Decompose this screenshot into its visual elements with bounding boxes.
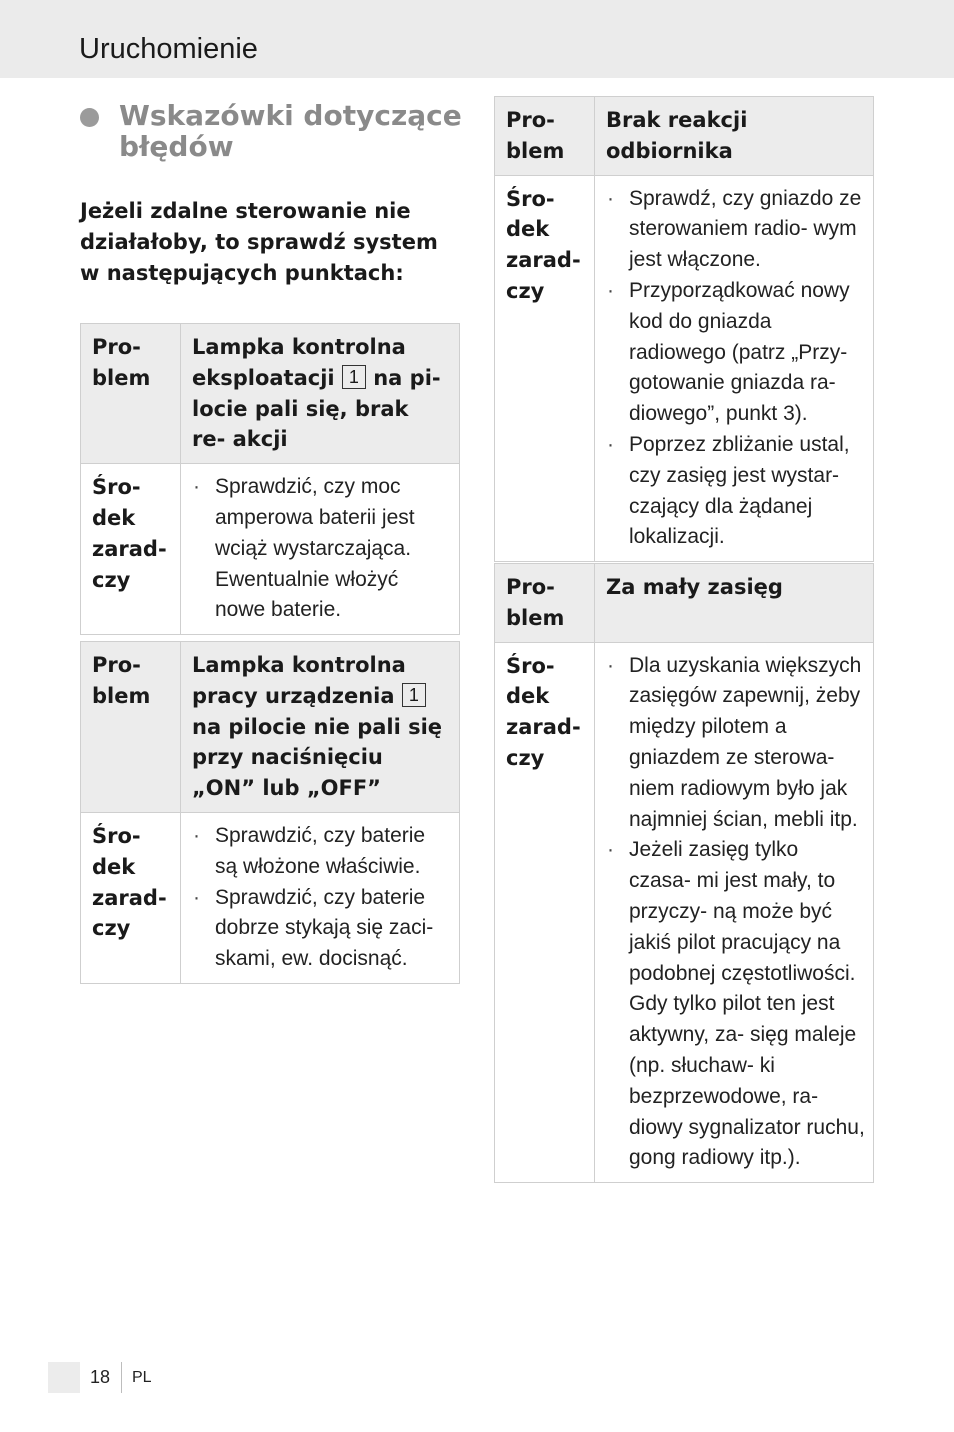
problem-description xyxy=(181,324,460,464)
reference-number: 1 xyxy=(342,365,366,389)
remedy-step: · Sprawdzić, czy baterie dobrze stykają się zaci- skami, ew. docisnąć. xyxy=(191,883,451,975)
problem-row xyxy=(81,324,460,464)
problem-description: Brak reakcji odbiornika xyxy=(595,97,874,176)
troubleshooting-table-2 xyxy=(80,641,460,984)
remedy-step: · Sprawdź, czy gniazdo ze sterowaniem radio- wym jest włączone. xyxy=(605,184,865,276)
remedy-list xyxy=(605,184,865,554)
remedy-step: · Sprawdzić, czy baterie są włożone właściwie. xyxy=(191,821,451,883)
problem-row xyxy=(495,97,874,176)
reference-number: 1 xyxy=(402,683,426,707)
problem-label: Pro- blem xyxy=(495,97,595,176)
footer-divider xyxy=(121,1362,122,1393)
remedy-list xyxy=(605,651,865,1175)
troubleshooting-table-4 xyxy=(494,563,874,1183)
problem-row xyxy=(81,642,460,813)
remedy-cell xyxy=(181,812,460,983)
problem-text-start: Lampka kontrolna eksploatacji xyxy=(192,335,406,390)
problem-description: Za mały zasięg xyxy=(595,564,874,643)
problem-text-end: na pi- locie pali się, brak re- akcji xyxy=(192,365,441,452)
remedy-row xyxy=(495,642,874,1183)
remedy-row xyxy=(81,464,460,635)
remedy-label: Śro- dek zarad- czy xyxy=(81,812,181,983)
problem-text-end: na pilocie nie pali się przy naciśnięciu „ON” lub „OFF” xyxy=(192,714,443,801)
remedy-label: Śro- dek zarad- czy xyxy=(81,464,181,635)
remedy-step: · Dla uzyskania większych zasięgów zapewnij, żeby między pilotem a gniazdem ze sterowa- niem radiowym było jak najmniej ścian, mebli itp. xyxy=(605,651,865,836)
page-number: 18 xyxy=(90,1367,111,1387)
intro-text: Jeżeli zdalne sterowanie nie działałoby, to sprawdź system w następujących punktach: xyxy=(80,199,438,285)
remedy-cell xyxy=(595,175,874,562)
problem-label: Pro- blem xyxy=(495,564,595,643)
remedy-list xyxy=(191,821,451,975)
remedy-list xyxy=(191,472,451,626)
remedy-step: · Sprawdzić, czy moc amperowa baterii jest wciąż wystarczająca. Ewentualnie włożyć nowe baterie. xyxy=(191,472,451,626)
remedy-step: · Przyporządkować nowy kod do gniazda radiowego (patrz „Przy- gotowanie gniazda ra- diowego”, punkt 3). xyxy=(605,276,865,430)
language-code: PL xyxy=(132,1369,152,1386)
section-title: Wskazówki dotyczące błędów xyxy=(119,99,462,163)
footer-tab xyxy=(48,1362,80,1393)
problem-label: Pro- blem xyxy=(81,642,181,813)
remedy-cell xyxy=(595,642,874,1183)
remedy-row xyxy=(495,175,874,562)
remedy-step: · Jeżeli zasięg tylko czasa- mi jest mały, to przyczy- ną może być jakiś pilot pracujący na podobnej częstotliwości. Gdy tylko pilot ten jest aktywny, za- sięg maleje (np. słuchaw- ki bezprzewodowe, ra- diowy sygnalizator ruchu, gong radiowy itp.). xyxy=(605,835,865,1174)
troubleshooting-table-1 xyxy=(80,323,460,635)
remedy-row xyxy=(81,812,460,983)
remedy-label: Śro- dek zarad- czy xyxy=(495,175,595,562)
remedy-label: Śro- dek zarad- czy xyxy=(495,642,595,1183)
remedy-cell xyxy=(181,464,460,635)
problem-description xyxy=(181,642,460,813)
page-header-title: Uruchomienie xyxy=(79,33,258,65)
problem-label: Pro- blem xyxy=(81,324,181,464)
remedy-step: · Poprzez zbliżanie ustal, czy zasięg jest wystar- czający dla żądanej lokalizacji. xyxy=(605,430,865,553)
troubleshooting-table-3 xyxy=(494,96,874,562)
bullet-dot-icon xyxy=(80,108,99,127)
problem-row xyxy=(495,564,874,643)
problem-text-start: Lampka kontrolna pracy urządzenia xyxy=(192,653,406,708)
